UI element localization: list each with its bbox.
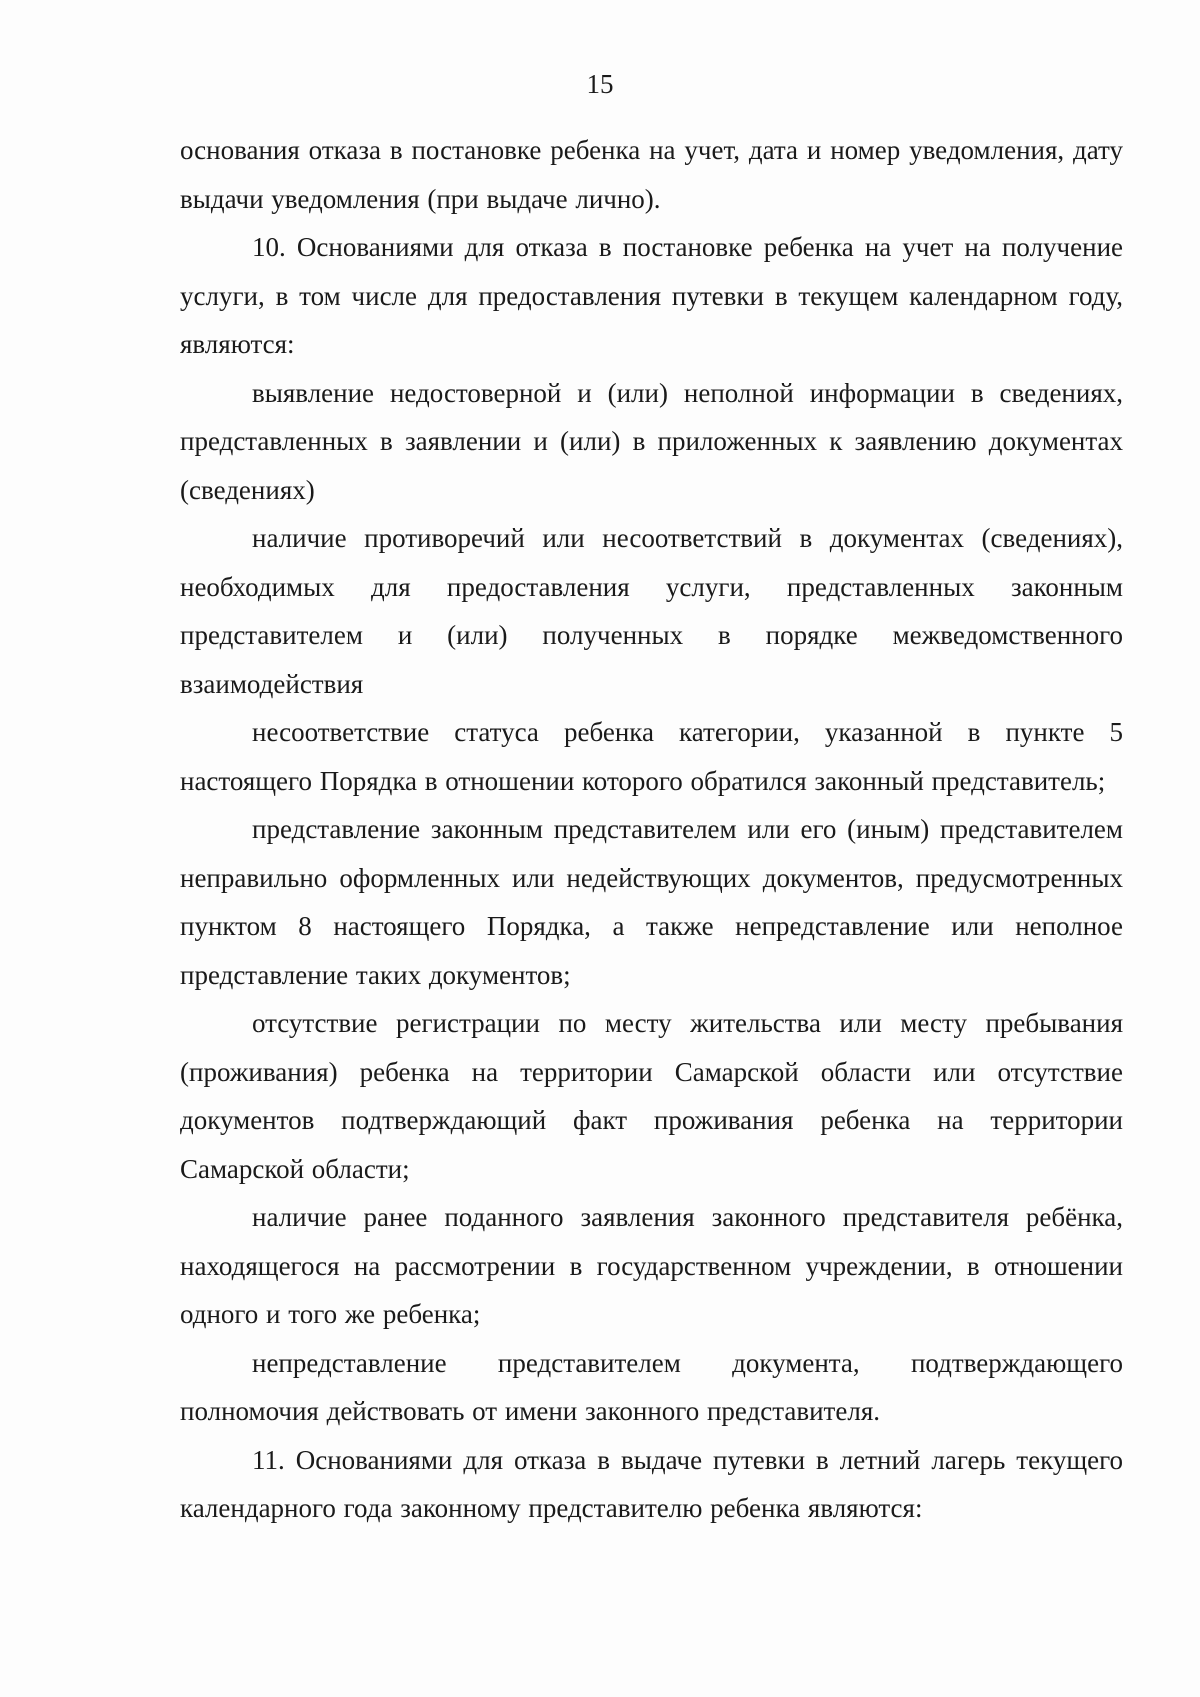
paragraph-reason-invalid-documents: представление законным представителем или его (иным) представителем неправильно оформленных или недействующих документов, предусмотренных пунктом 8 настоящего Порядка, а также непредставление или неполное представление таких документов;	[180, 814, 1123, 990]
paragraph-continuation: основания отказа в постановке ребенка на учет, дата и номер уведомления, дату выдачи уведомления (при выдаче лично).	[180, 135, 1123, 214]
document-body	[180, 126, 1123, 1533]
page-number: 15	[586, 69, 614, 99]
paragraph-reason-duplicate-application: наличие ранее поданного заявления законного представителя ребёнка, находящегося на рассмотрении в государственном учреждении, в отношении одного и того же ребенка;	[180, 1202, 1123, 1329]
paragraph-reason-contradictions: наличие противоречий или несоответствий в документах (сведениях), необходимых для предоставления услуги, представленных законным представителем и (или) полученных в порядке межведомственного взаимодействия	[180, 523, 1123, 699]
paragraph-item-11: 11. Основаниями для отказа в выдаче путевки в летний лагерь текущего календарного года законному представителю ребенка являются:	[180, 1444, 1123, 1523]
paragraph-reason-no-authority: непредставление представителем документа, подтверждающего полномочия действовать от имени законного представителя.	[180, 1347, 1123, 1426]
paragraph-reason-no-registration: отсутствие регистрации по месту жительства или месту пребывания (проживания) ребенка на территории Самарской области или отсутствие документов подтверждающий факт проживания ребенка на территории Самарской области;	[180, 1008, 1123, 1184]
paragraph-item-10: 10. Основаниями для отказа в постановке ребенка на учет на получение услуги, в том числе для предоставления путевки в текущем календарном году, являются:	[180, 232, 1123, 359]
paragraph-reason-inaccurate-info: выявление недостоверной и (или) неполной информации в сведениях, представленных в заявлении и (или) в приложенных к заявлению документах (сведениях)	[180, 377, 1123, 505]
paragraph-reason-status-mismatch: несоответствие статуса ребенка категории, указанной в пункте 5 настоящего Порядка в отношении которого обратился законный представитель;	[180, 717, 1123, 796]
